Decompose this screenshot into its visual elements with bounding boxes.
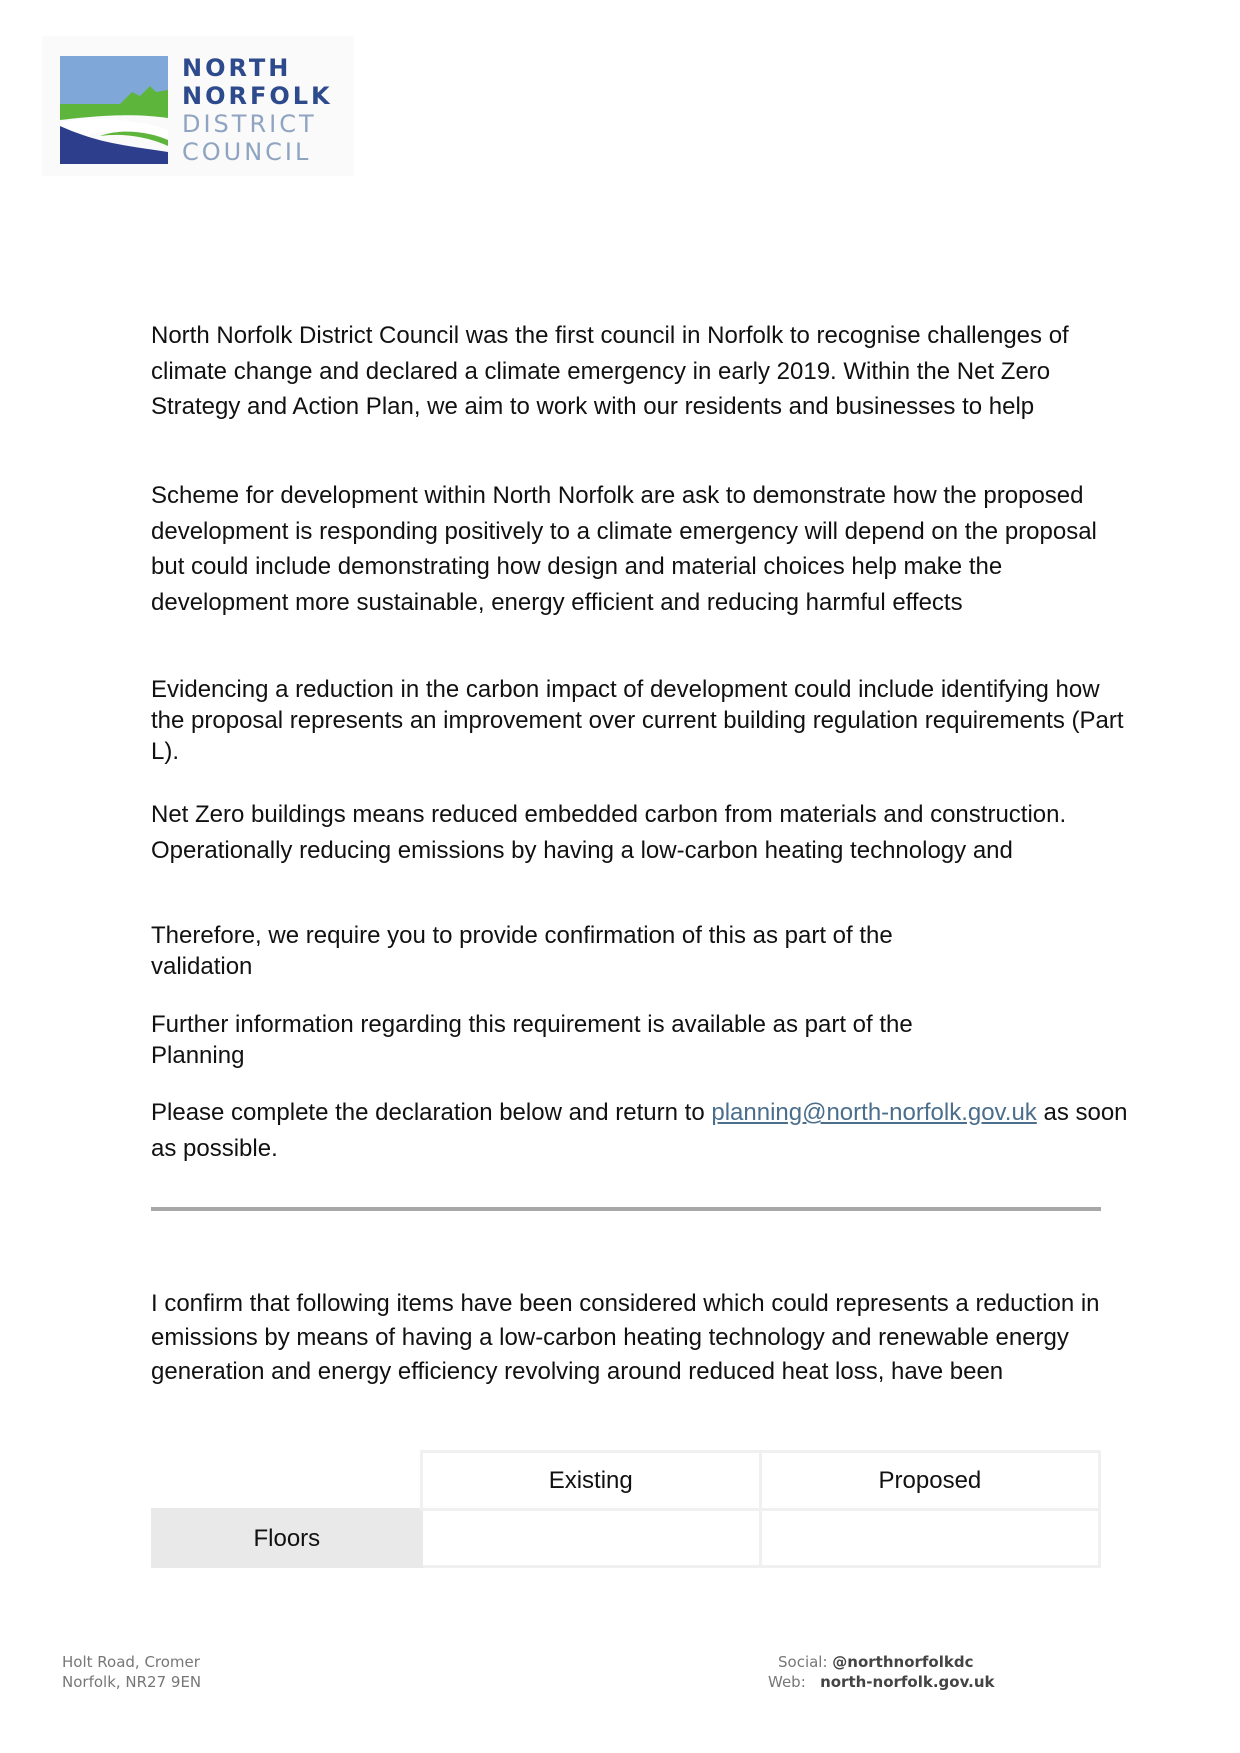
council-logo [42, 36, 354, 176]
return-text-before: Please complete the declaration below and return to [151, 1099, 712, 1126]
floors-existing-cell[interactable] [421, 1509, 760, 1567]
table-header-row [153, 1452, 1100, 1510]
footer-address [62, 1652, 201, 1692]
return-text-after: as soon as possible. [151, 1099, 1128, 1162]
requirement-paragraph: Therefore, we require you to provide confirmation of this as part of the validation [151, 922, 893, 980]
column-header-existing: Existing [421, 1452, 760, 1510]
row-label-floors: Floors [153, 1509, 422, 1567]
logo-line-district: DISTRICT [182, 110, 317, 138]
scheme-paragraph: Scheme for development within North Norfolk are ask to demonstrate how the proposed development is responding positively to a climate emergency will depend on the proposal but could include demonstrating how design and material choices help make the development more sustainable, energy efficient and reducing harmful effects [151, 482, 1097, 616]
social-label: Social: [778, 1653, 833, 1671]
social-handle[interactable]: @northnorfolkdc [832, 1653, 974, 1671]
address-line-1: Holt Road, Cromer [62, 1653, 200, 1671]
logo-line-council: COUNCIL [182, 138, 312, 166]
logo-line-norfolk: NORFOLK [182, 82, 333, 110]
floors-proposed-cell[interactable] [760, 1509, 1099, 1567]
logo-wordmark [182, 54, 333, 166]
column-header-proposed: Proposed [760, 1452, 1099, 1510]
table-row [153, 1509, 1100, 1567]
council-emblem-icon [60, 56, 168, 164]
section-divider [151, 1207, 1101, 1211]
carbon-impact-paragraph: Evidencing a reduction in the carbon impact of development could include identifying how the proposal represents an improvement over current building regulation requirements (Part L). [151, 676, 1124, 765]
declaration-table [151, 1450, 1101, 1568]
net-zero-paragraph: Net Zero buildings means reduced embedded carbon from materials and construction. Operationally reducing emissions by having a low-carbon heating technology and [151, 801, 1067, 864]
footer-contact [768, 1652, 995, 1692]
planning-email-link[interactable]: planning@north-norfolk.gov.uk [711, 1099, 1037, 1126]
return-instructions [151, 1095, 1131, 1166]
address-line-2: Norfolk, NR27 9EN [62, 1673, 202, 1691]
website-link[interactable]: north-norfolk.gov.uk [820, 1673, 995, 1691]
web-label: Web: [768, 1673, 821, 1691]
intro-paragraph: North Norfolk District Council was the first council in Norfolk to recognise challenges of climate change and declared a climate emergency in early 2019. Within the Net Zero Strategy and Action Plan, we aim to work with our residents and businesses to help [151, 322, 1069, 420]
social-line [768, 1652, 995, 1672]
further-info-paragraph: Further information regarding this requirement is available as part of the Planning [151, 1011, 913, 1069]
logo-line-north: NORTH [182, 54, 292, 82]
web-line [768, 1672, 995, 1692]
declaration-paragraph: I confirm that following items have been considered which could represents a reduction in emissions by means of having a low-carbon heating technology and renewable energy generation and energy efficiency revolving around reduced heat loss, have been [151, 1290, 1100, 1385]
table-corner-cell [153, 1452, 422, 1510]
